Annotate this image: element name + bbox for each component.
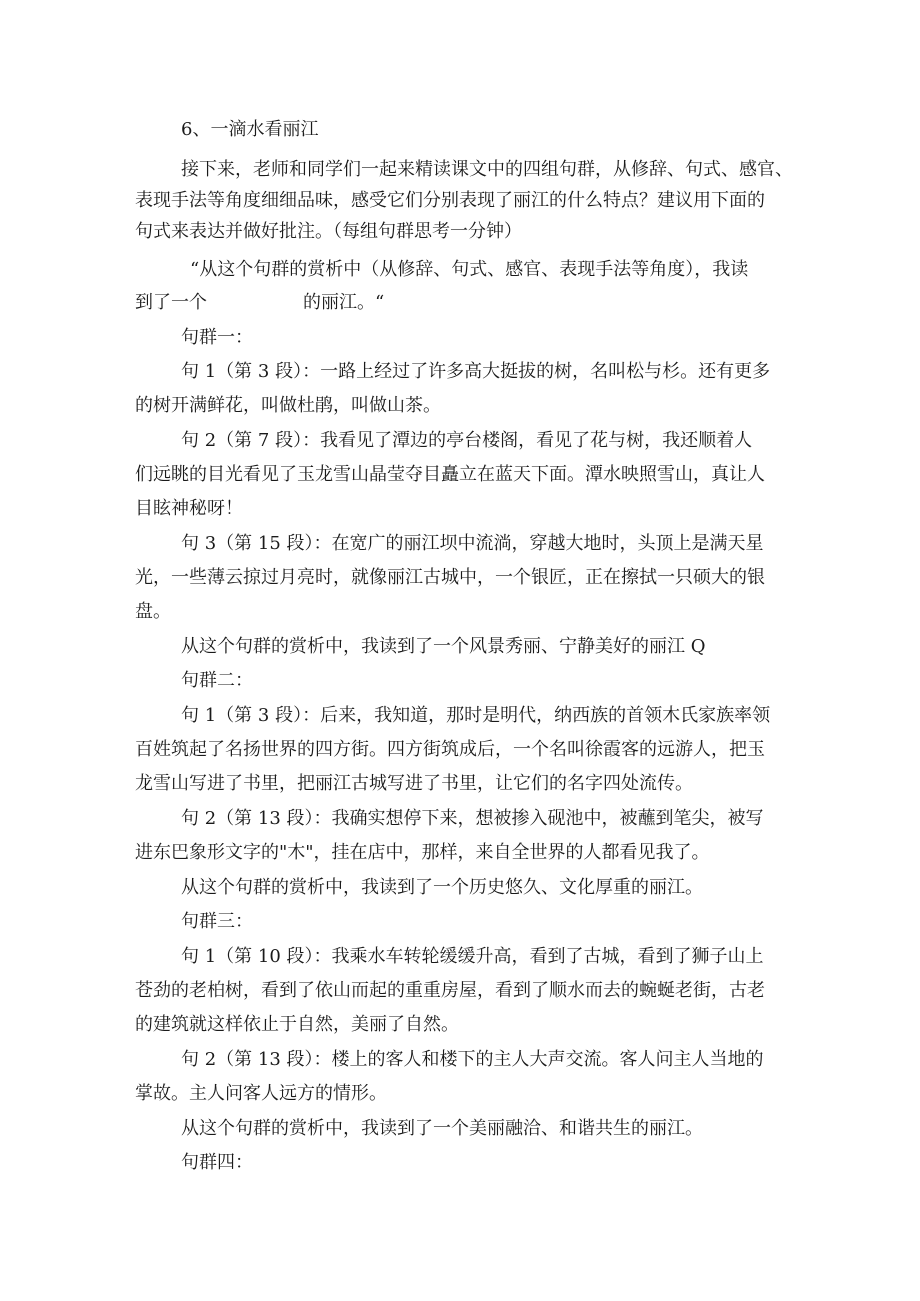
intro-line-1: 接下来，老师和同学们一起来精读课文中的四组句群，从修辞、句式、感官、 [181,159,793,180]
group2-s1-line-2: 百姓筑起了名扬世界的四方街。四方街筑成后，一个名叫徐霞客的远游人，把玉 [135,739,765,760]
template-prefix: 到了一个 [135,292,207,313]
group1-conclusion: 从这个句群的赏析中，我读到了一个风景秀丽、宁静美好的丽江 Q [181,636,706,657]
group1-s2-line-1: 句 2（第 7 段）：我看见了潭边的亭台楼阁，看见了花与树，我还顺着人 [181,430,753,451]
group2-s1-line-1: 句 1（第 3 段）：后来，我知道，那时是明代，纳西族的首领木氏家族率领 [181,705,771,726]
group2-s1-line-3: 龙雪山写进了书里，把丽江古城写进了书里，让它们的名字四处流传。 [135,773,693,794]
group1-s2-line-3: 目眩神秘呀！ [135,498,243,519]
group1-s1-line-2: 的树开满鲜花，叫做杜鹃，叫做山茶。 [135,395,441,416]
group1-s3-line-3: 盘。 [135,601,171,622]
group1-s3-line-2: 光，一些薄云掠过月亮时，就像丽江古城中，一个银匠，正在擦拭一只硕大的银 [135,567,765,588]
group3-s2-line-1: 句 2（第 13 段）：楼上的客人和楼下的主人大声交流。客人问主人当地的 [181,1049,764,1070]
intro-line-2: 表现手法等角度细细品味，感受它们分别表现了丽江的什么特点？建议用下面的 [135,190,765,211]
section-title: 6、一滴水看丽江 [181,119,319,140]
template-line-2 [135,291,795,315]
group2-title: 句群二： [181,670,253,691]
group1-title: 句群一： [181,327,253,348]
group4-title: 句群四： [181,1152,253,1173]
intro-line-3: 句式来表达并做好批注。（每组句群思考一分钟） [135,221,522,242]
group3-s1-line-2: 苍劲的老柏树，看到了依山而起的重重房屋，看到了顺水而去的蜿蜒老街，古老 [135,980,765,1001]
group3-title: 句群三： [181,911,253,932]
group3-s1-line-1: 句 1（第 10 段）：我乘水车转轮缓缓升高，看到了古城，看到了狮子山上 [181,946,764,967]
group1-s1-line-1: 句 1（第 3 段）：一路上经过了许多高大挺拔的树，名叫松与杉。还有更多 [181,361,771,382]
group2-conclusion: 从这个句群的赏析中，我读到了一个历史悠久、文化厚重的丽江。 [181,877,703,898]
template-suffix: 的丽江。“ [303,292,385,313]
group3-conclusion: 从这个句群的赏析中，我读到了一个美丽融洽、和谐共生的丽江。 [181,1118,703,1139]
template-line-1: “从这个句群的赏析中（从修辞、句式、感官、表现手法等角度），我读 [190,259,749,280]
group2-s2-line-1: 句 2（第 13 段）：我确实想停下来，想被掺入砚池中，被蘸到笔尖，被写 [181,808,764,829]
group3-s1-line-3: 的建筑就这样依止于自然，美丽了自然。 [135,1014,459,1035]
group1-s2-line-2: 们远眺的目光看见了玉龙雪山晶莹夺目矗立在蓝天下面。潭水映照雪山，真让人 [135,464,765,485]
group2-s2-line-2: 进东巴象形文字的"木"，挂在店中，那样，来自全世界的人都看见我了。 [135,842,710,863]
group1-s3-line-1: 句 3（第 15 段）：在宽广的丽江坝中流淌，穿越大地时，头顶上是满天星 [181,533,764,554]
group3-s2-line-2: 掌故。主人问客人远方的情形。 [135,1083,387,1104]
